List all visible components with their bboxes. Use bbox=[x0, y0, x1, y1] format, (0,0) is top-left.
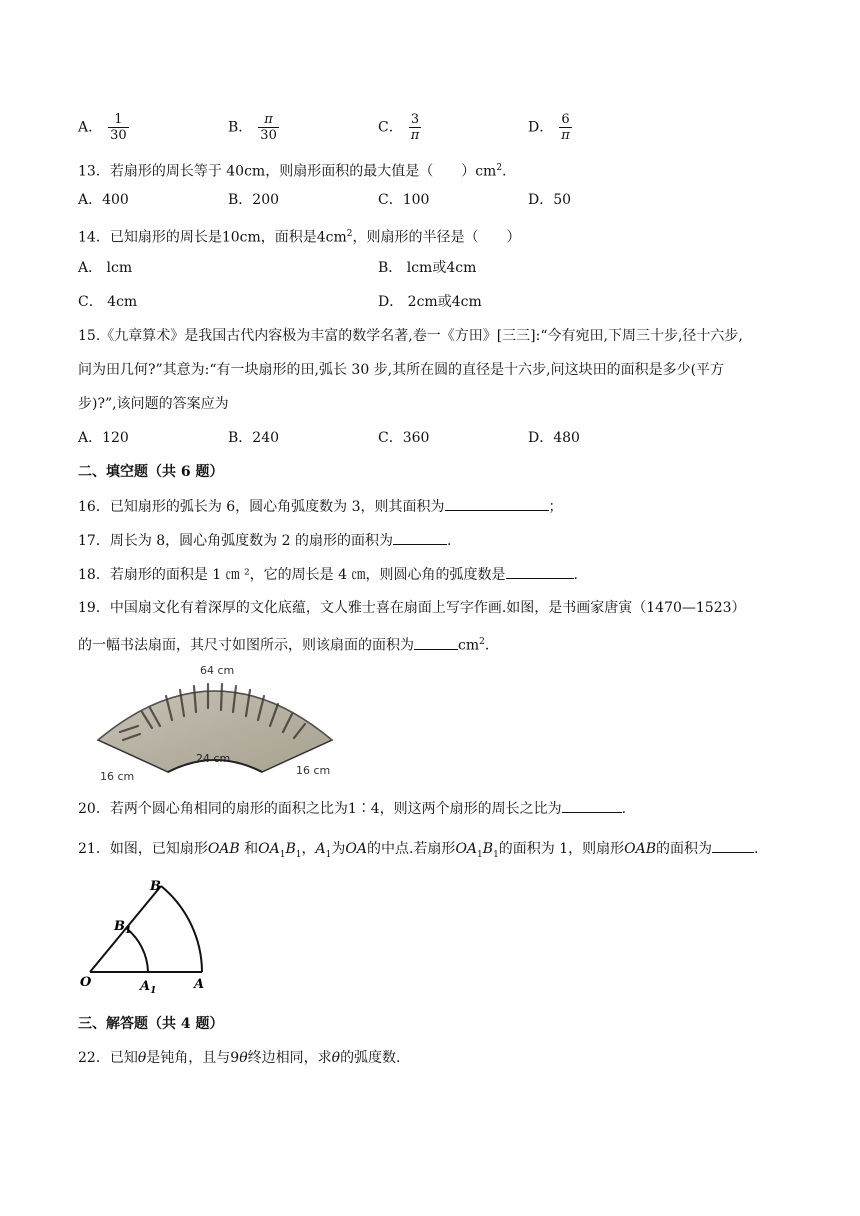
fan-label-top: 64 cm bbox=[200, 664, 235, 677]
q14-option-c: C． 4cm bbox=[78, 294, 138, 310]
q14-option-a: A． lcm bbox=[78, 260, 133, 276]
q13-option-b: B．200 bbox=[228, 192, 280, 208]
q13-option-c: C．100 bbox=[378, 192, 430, 208]
q15-line3: 步)?”,该问题的答案应为 bbox=[78, 396, 229, 412]
q17: 17．周长为 8，圆心角弧度数为 2 的扇形的面积为 . bbox=[78, 530, 451, 551]
q12-option-c: C． $\frac{3}{\pi}$ bbox=[378, 112, 420, 143]
q13-option-a: A．400 bbox=[78, 192, 129, 208]
q18-answer-blank[interactable] bbox=[506, 564, 574, 579]
q21: 21．如图，已知扇形OAB 和$OA_1B_1$，$A_1$为OA的中点.若扇形$OA_1B_1$的面积为 1，则扇形OAB的面积为 . bbox=[78, 838, 759, 865]
q21-answer-blank[interactable] bbox=[712, 838, 754, 853]
q15-option-d: D．480 bbox=[528, 430, 580, 446]
sector-figure bbox=[78, 876, 218, 994]
label-a: A bbox=[194, 977, 205, 992]
section-heading-answer: 三、解答题（共 4 题） bbox=[78, 1016, 224, 1032]
q12-option-a: A． $\frac{1}{30}$ bbox=[78, 112, 127, 143]
q18: 18．若扇形的面积是 1 ㎝ ²，它的周长是 4 ㎝，则圆心角的弧度数是 . bbox=[78, 564, 578, 585]
q14-stem: 14．已知扇形的周长是10cm，面积是$4cm^2$，则扇形的半径是（ ） bbox=[78, 229, 521, 246]
q19-answer-blank[interactable] bbox=[414, 635, 458, 650]
q16-answer-blank[interactable] bbox=[445, 496, 549, 511]
q12-option-d: D． $\frac{6}{\pi}$ bbox=[528, 112, 570, 143]
q15-line1: 15.《九章算术》是我国古代内容极为丰富的数学名著,卷一《方田》[三三]:“今有宛田,下周三十步,径十六步, bbox=[78, 328, 743, 344]
q14-option-d: D． 2cm或4cm bbox=[378, 294, 482, 310]
label-o: O bbox=[80, 975, 92, 990]
q20-answer-blank[interactable] bbox=[562, 798, 622, 813]
q13-stem: 13．若扇形的周长等于 40cm，则扇形面积的最大值是（ ）$cm^2$. bbox=[78, 163, 507, 180]
q19-line1: 19．中国扇文化有着深厚的文化底蕴，文人雅士喜在扇面上写字作画.如图，是书画家唐寅（1470—1523） bbox=[78, 600, 746, 616]
label-b: B bbox=[150, 879, 161, 894]
q19-line2: 的一幅书法扇面，其尺寸如图所示，则该扇面的面积为 $cm^2$. bbox=[78, 632, 489, 656]
q22: 22．已知θ是钝角，且与9θ终边相同，求θ的弧度数. bbox=[78, 1050, 401, 1066]
q14-option-b: B． lcm或4cm bbox=[378, 260, 477, 276]
q20: 20．若两个圆心角相同的扇形的面积之比为1∶4，则这两个扇形的周长之比为 . bbox=[78, 798, 626, 819]
label-b1: $B_1$ bbox=[114, 919, 132, 936]
q15-option-c: C．360 bbox=[378, 430, 430, 446]
fan-label-right: 16 cm bbox=[296, 764, 331, 777]
q15-line2: 问为田几何?”其意为:“有一块扇形的田,弧长 30 步,其所在圆的直径是十六步,问这块田的面积是多少(平方 bbox=[78, 362, 725, 378]
q15-option-a: A．120 bbox=[78, 430, 129, 446]
section-heading-fill-in: 二、填空题（共 6 题） bbox=[78, 464, 224, 480]
label-a1: $A_1$ bbox=[140, 979, 157, 994]
q12-option-b: B． $\frac{\pi}{30}$ bbox=[228, 112, 277, 143]
fan-painting-figure bbox=[90, 660, 340, 782]
arc-ab bbox=[161, 886, 202, 972]
q17-answer-blank[interactable] bbox=[393, 530, 447, 545]
fan-label-inner: 24 cm bbox=[196, 752, 231, 765]
q13-option-d: D．50 bbox=[528, 192, 572, 208]
q16: 16．已知扇形的弧长为 6，圆心角弧度数为 3，则其面积为 ； bbox=[78, 496, 563, 517]
fan-label-left: 16 cm bbox=[100, 770, 135, 782]
q15-option-b: B．240 bbox=[228, 430, 280, 446]
